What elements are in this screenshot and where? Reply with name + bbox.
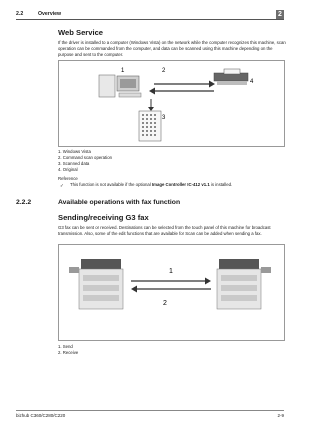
web-service-diagram: [59, 61, 284, 146]
web-service-body: If the driver is installed to a computer (Windows Vista) on the network while the computer recognizes this machine, scan operation can be commanded from the computer, and data can be scanned using this machine depending on the purpose and sent to the computer.: [58, 40, 286, 57]
legend-item: 4. Original: [58, 167, 78, 172]
scanned-data-arrow: [148, 99, 154, 111]
header-rule: [16, 19, 284, 20]
callout-1: 1: [169, 268, 173, 275]
data-return-arrow: [149, 88, 214, 95]
section-number: 2.2.2: [16, 199, 32, 206]
reference-note: This function is not available if the optional Image Controller IC-412 v1.1 is installed.: [70, 182, 233, 187]
computer-icon: [99, 75, 141, 97]
scanner-icon: [214, 69, 248, 85]
callout-2: 2: [163, 300, 167, 307]
callout-1: 1: [121, 68, 125, 74]
callout-2: 2: [162, 68, 166, 74]
legend-item: 2. Receive: [58, 350, 79, 355]
right-mfp-icon: [217, 259, 271, 309]
web-service-legend: [58, 149, 112, 173]
page-number: 2-9: [277, 413, 284, 418]
legend-item: 3. Scanned data: [58, 161, 90, 166]
web-service-figure: [58, 60, 285, 147]
section-title: Available operations with fax function: [58, 199, 181, 206]
reference-label: Reference: [58, 176, 78, 181]
fax-subheading: Sending/receiving G3 fax: [58, 213, 149, 222]
fax-diagram: [59, 245, 284, 340]
web-service-heading: Web Service: [58, 28, 104, 37]
fax-legend: [58, 344, 78, 356]
fax-body: G3 fax can be sent or received. Destinations can be selected from the touch panel of this machine for broadcast transmission. Also, some of the edit functions that are available for Scan can be added when sending a fax.: [58, 225, 271, 236]
fax-figure: [58, 244, 285, 341]
header-section-number: 2.2: [16, 11, 24, 17]
scanned-document-icon: [139, 111, 161, 141]
legend-item: 1. Send: [58, 344, 73, 349]
footer-rule: [16, 410, 284, 411]
header-title: Overview: [38, 11, 62, 17]
send-arrow: [131, 278, 211, 285]
legend-item: 1. Windows Vista: [58, 149, 91, 154]
legend-item: 2. Command scan operation: [58, 155, 112, 160]
chapter-tab: 2: [276, 10, 284, 19]
command-arrow: [154, 81, 215, 88]
check-bullet-icon: ✓: [60, 183, 64, 188]
callout-3: 3: [162, 115, 166, 121]
receive-arrow: [131, 286, 211, 293]
left-mfp-icon: [69, 259, 123, 309]
callout-4: 4: [250, 79, 254, 85]
page-header: [16, 10, 284, 20]
footer-product: bizhub C360/C280/C220: [16, 413, 66, 418]
